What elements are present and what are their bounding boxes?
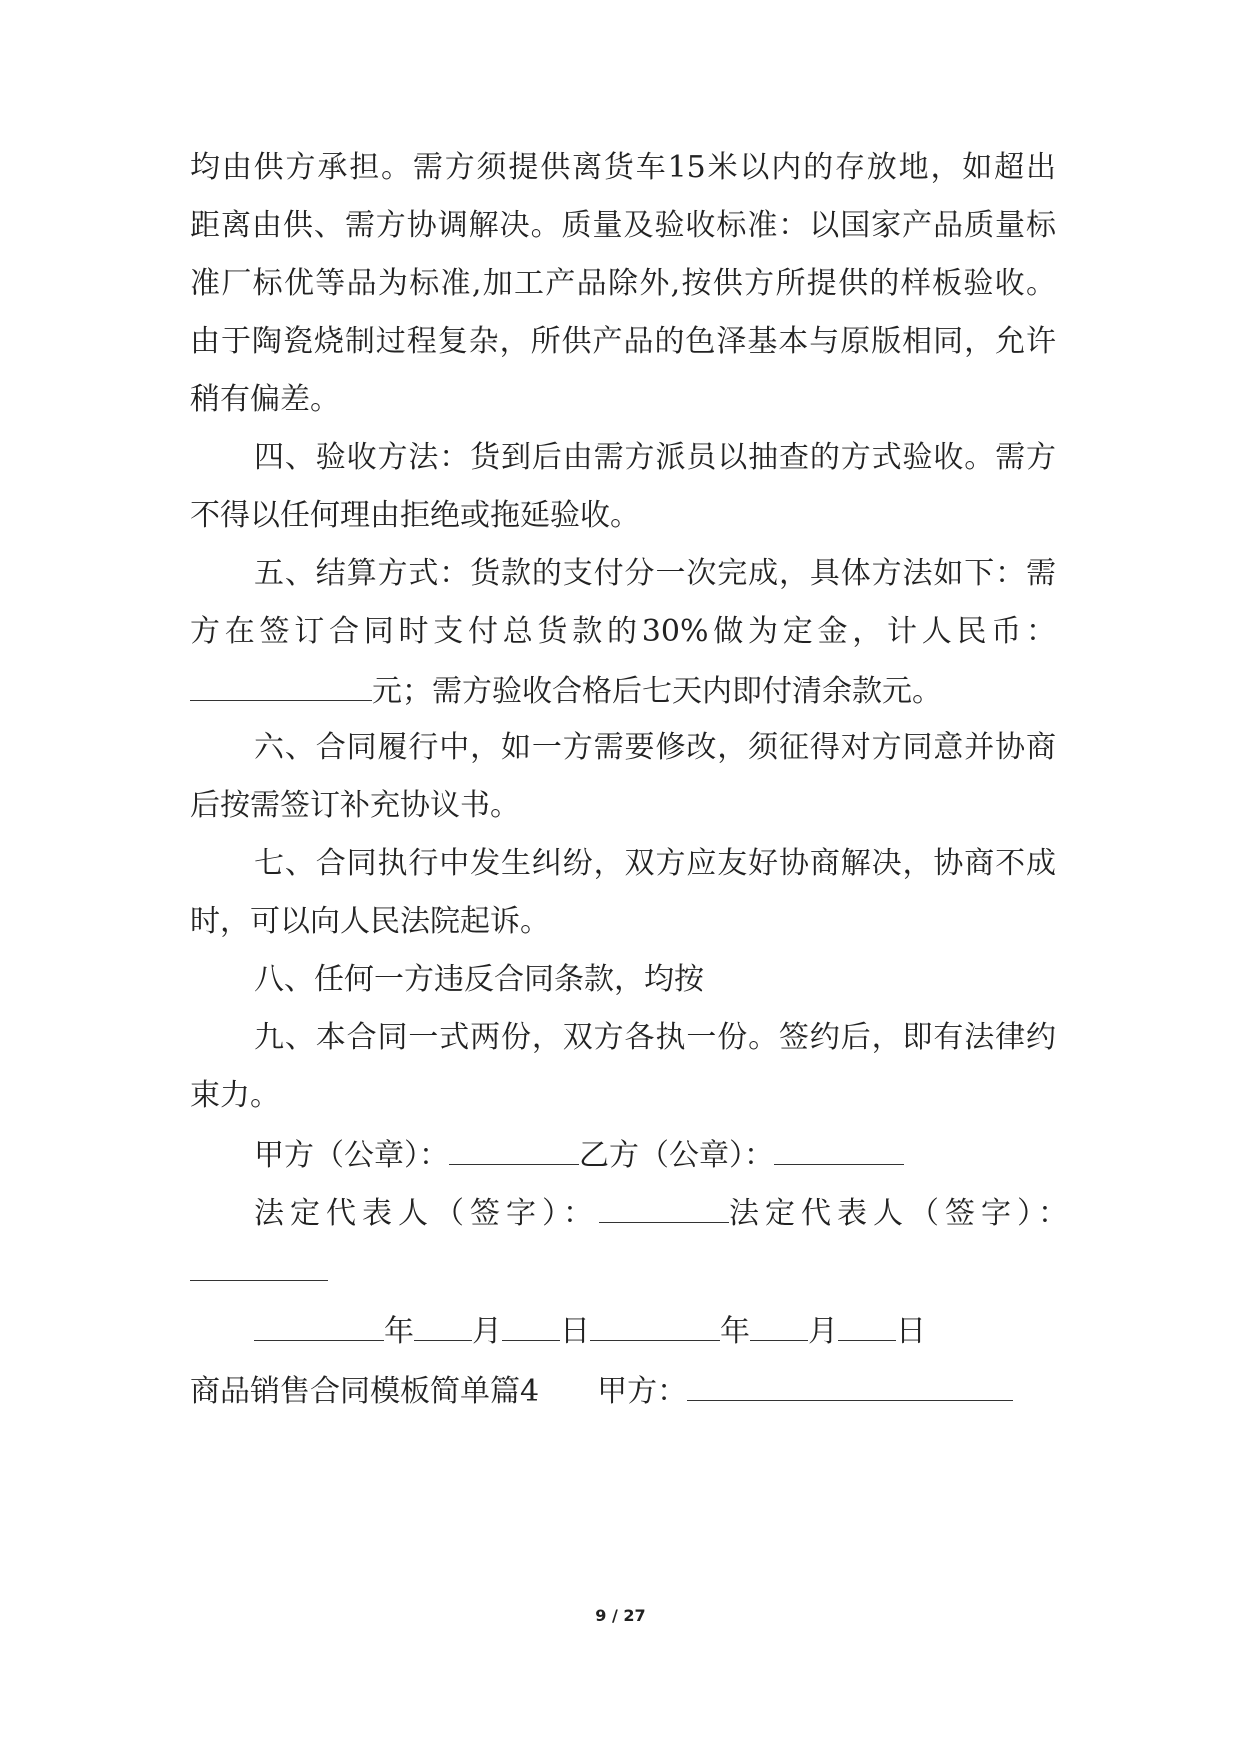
clause-5: 五、结算方式：货款的支付分一次完成，具体方法如下：需 (254, 556, 1056, 591)
day-blank (502, 1310, 560, 1341)
month-label: 月 (808, 1314, 838, 1349)
next-party-a-blank (687, 1370, 1013, 1401)
text-line: 由于陶瓷烧制过程复杂，所供产品的色泽基本与原版相同，允许 (190, 324, 1056, 359)
page-number: 9 / 27 (595, 1606, 646, 1625)
party-a-rep-label: 法定代表人（签字）： (254, 1196, 599, 1231)
text-line: 准厂标优等品为标准,加工产品除外,按供方所提供的样板验收。 (190, 266, 1056, 301)
party-b-seal-label: 乙方（公章）： (579, 1138, 774, 1173)
day-label: 日 (560, 1314, 590, 1349)
amount-blank (190, 670, 372, 701)
clause-9: 九、本合同一式两份，双方各执一份。签约后，即有法律约 (254, 1020, 1056, 1055)
text-line: 距离由供、需方协调解决。质量及验收标准：以国家产品质量标 (190, 208, 1056, 243)
day-blank (838, 1310, 896, 1341)
text-line: 时，可以向人民法院起诉。 (190, 904, 550, 939)
party-a-seal-label: 甲方（公章）： (254, 1138, 449, 1173)
party-b-rep-blank-line (190, 1250, 1056, 1292)
year-blank (590, 1310, 720, 1341)
text-line: 后按需签订补充协议书。 (190, 788, 520, 823)
next-party-a-label: 甲方： (597, 1374, 688, 1409)
next-section-line (190, 1370, 1056, 1412)
text-line: 方在签订合同时支付总货款的30%做为定金，计人民币： (190, 614, 1056, 649)
clause-4: 四、验收方法：货到后由需方派员以抽查的方式验收。需方 (254, 440, 1056, 475)
clause-6: 六、合同履行中，如一方需要修改，须征得对方同意并协商 (254, 730, 1056, 765)
day-label: 日 (896, 1314, 926, 1349)
text-line: 束力。 (190, 1078, 280, 1113)
year-blank (254, 1310, 384, 1341)
text-line: 不得以任何理由拒绝或拖延验收。 (190, 498, 640, 533)
section-title: 商品销售合同模板简单篇4 (190, 1374, 540, 1409)
month-blank (414, 1310, 472, 1341)
party-b-rep-blank (190, 1250, 328, 1281)
representative-line (254, 1192, 1074, 1234)
year-label: 年 (720, 1314, 750, 1349)
date-line (254, 1310, 1056, 1352)
party-b-rep-label: 法定代表人（签字）： (729, 1196, 1074, 1231)
party-a-seal-blank (449, 1134, 579, 1165)
clause-7: 七、合同执行中发生纠纷，双方应友好协商解决，协商不成 (254, 846, 1056, 881)
text-line: 稍有偏差。 (190, 382, 340, 417)
payment-line (190, 670, 1056, 712)
payment-text: 元；需方验收合格后七天内即付清余款元。 (372, 674, 942, 709)
month-label: 月 (472, 1314, 502, 1349)
seal-line (254, 1134, 1056, 1176)
text-line: 均由供方承担。需方须提供离货车15米以内的存放地，如超出 (190, 150, 1056, 185)
party-b-seal-blank (774, 1134, 904, 1165)
party-a-rep-blank (599, 1192, 729, 1223)
year-label: 年 (384, 1314, 414, 1349)
month-blank (750, 1310, 808, 1341)
clause-8: 八、任何一方违反合同条款，均按 (254, 962, 704, 997)
